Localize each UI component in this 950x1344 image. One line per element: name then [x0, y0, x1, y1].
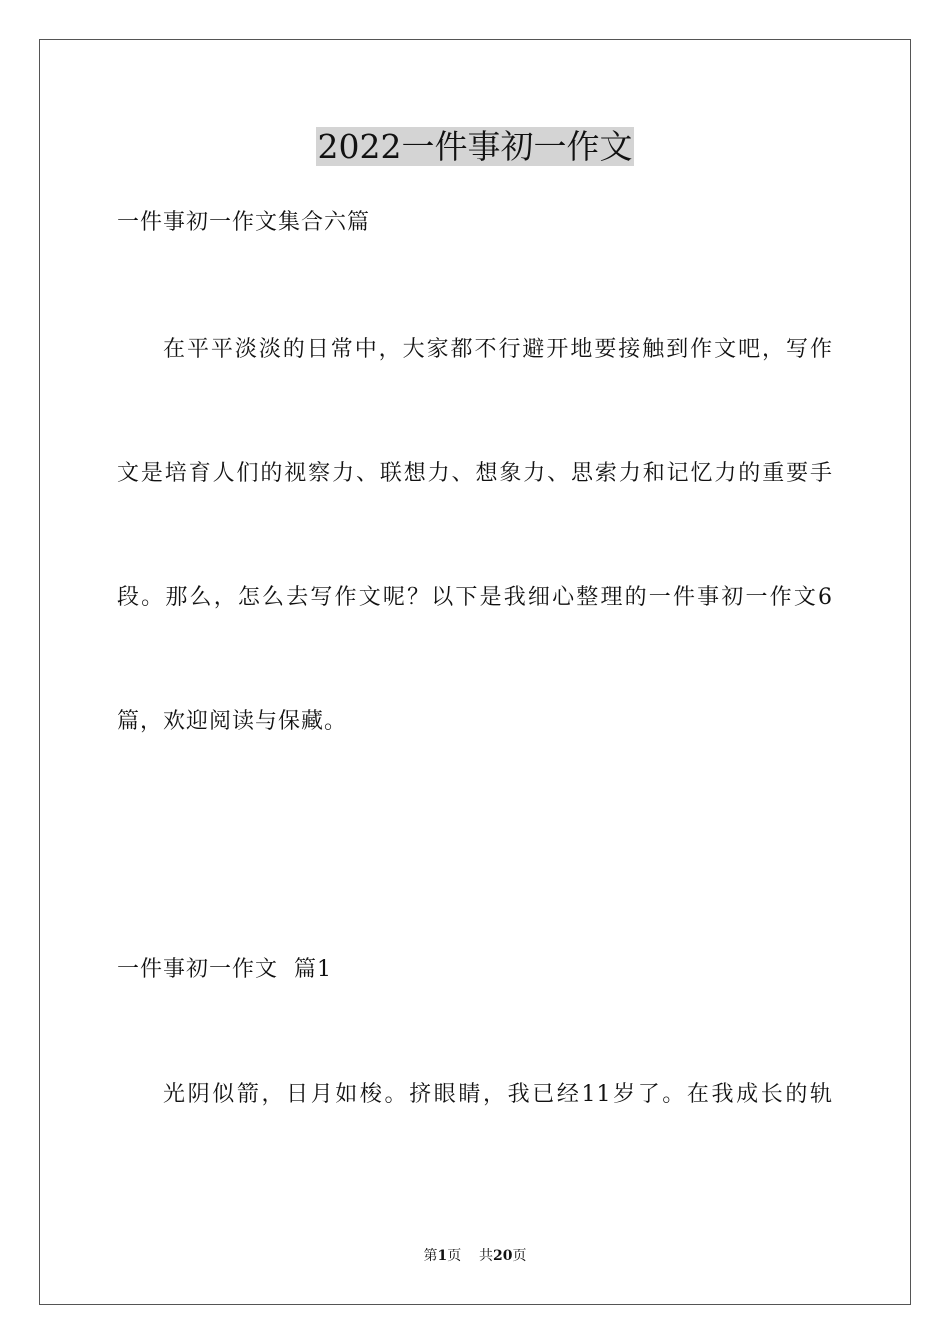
document-title-text: 2022一件事初一作文 [317, 127, 633, 166]
intro-line-4: 篇，欢迎阅读与保藏。 [117, 709, 348, 734]
document-subtitle: 一件事初一作文集合六篇 [117, 210, 371, 235]
footer-page-number: 1 [437, 1248, 448, 1264]
footer-page-suffix: 页 共 [447, 1248, 494, 1264]
intro-line-1: 在平平淡淡的日常中，大家都不行避开地要接触到作文吧，写作 [163, 337, 833, 362]
footer-total-suffix: 页 [512, 1248, 527, 1264]
intro-line-3: 段。那么，怎么去写作文呢？以下是我细心整理的一件事初一作文6 [117, 585, 833, 610]
page-footer [0, 1246, 950, 1266]
document-title [0, 122, 950, 172]
footer-total-pages: 20 [493, 1248, 513, 1264]
section-heading: 一件事初一作文 篇1 [117, 957, 332, 982]
footer-page-prefix: 第 [423, 1248, 438, 1264]
section-first-line: 光阴似箭，日月如梭。挤眼睛，我已经11岁了。在我成长的轨 [163, 1082, 833, 1107]
intro-line-2: 文是培育人们的视察力、联想力、想象力、思索力和记忆力的重要手 [117, 461, 833, 486]
